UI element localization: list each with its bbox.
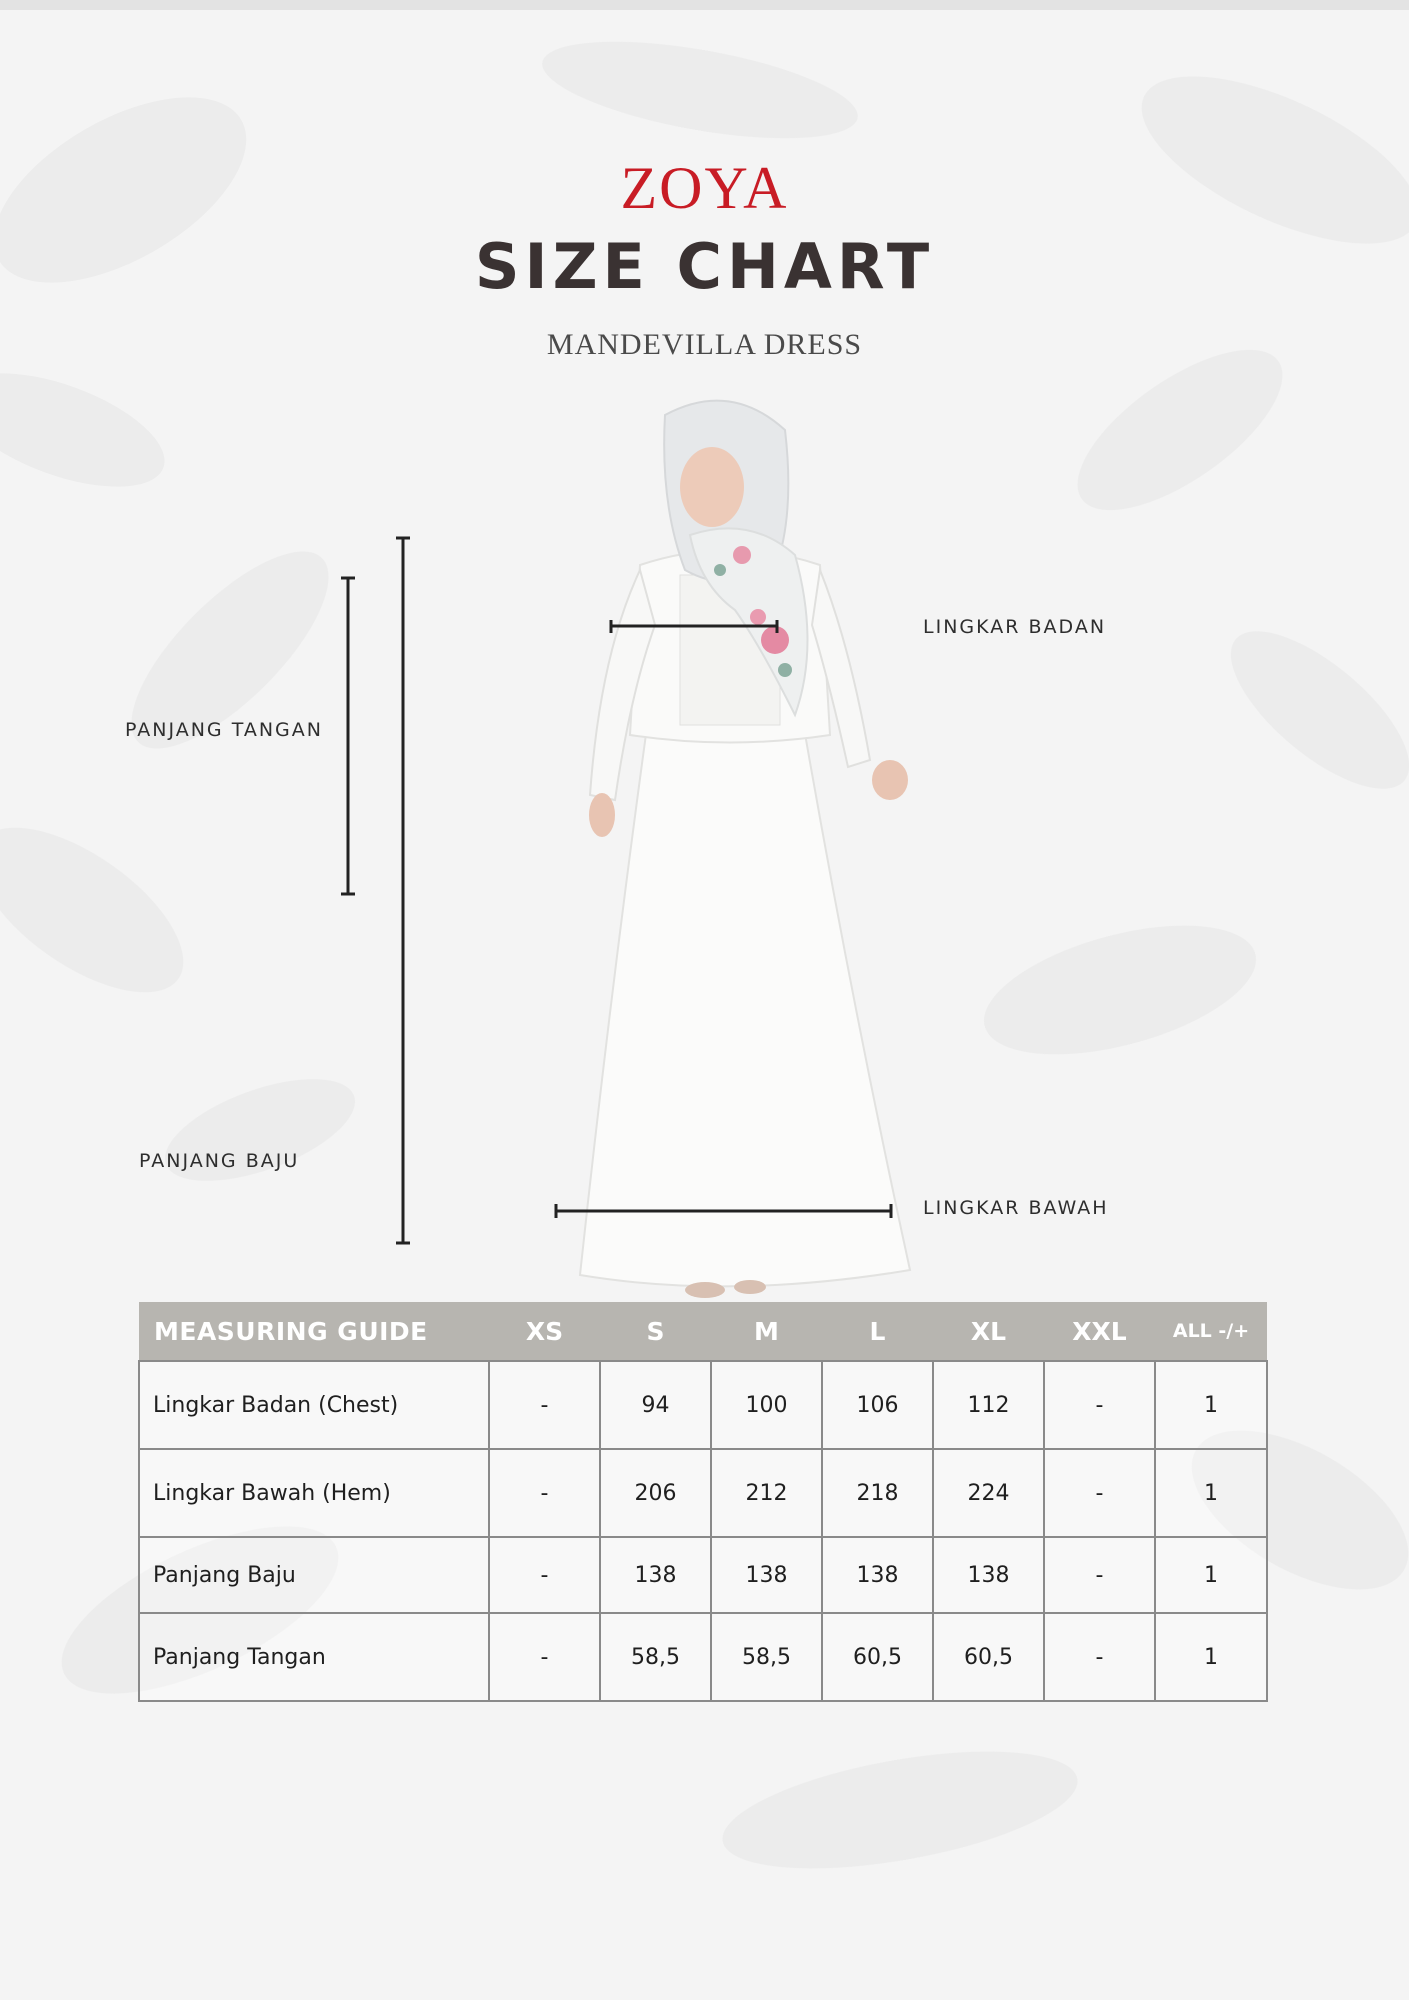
cell-value: 60,5 (933, 1613, 1044, 1701)
cell-value: - (489, 1449, 600, 1537)
cell-value: 94 (600, 1361, 711, 1449)
cell-value: 58,5 (711, 1613, 822, 1701)
page-title: SIZE CHART (474, 230, 935, 303)
table-row (139, 1449, 1267, 1537)
header-measuring-guide: MEASURING GUIDE (139, 1302, 489, 1361)
cell-value: 58,5 (600, 1613, 711, 1701)
cell-value: 138 (822, 1537, 933, 1613)
cell-value: 1 (1155, 1537, 1267, 1613)
row-label: Panjang Tangan (139, 1613, 489, 1701)
cell-value: 138 (933, 1537, 1044, 1613)
cell-value: 60,5 (822, 1613, 933, 1701)
cell-value: - (489, 1537, 600, 1613)
cell-value: 138 (600, 1537, 711, 1613)
label-panjang-tangan: PANJANG TANGAN (125, 719, 323, 741)
cell-value: 1 (1155, 1613, 1267, 1701)
cell-value: - (1044, 1361, 1155, 1449)
label-panjang-baju: PANJANG BAJU (139, 1150, 300, 1172)
cell-value: - (1044, 1613, 1155, 1701)
cell-value: 1 (1155, 1361, 1267, 1449)
cell-value: - (1044, 1449, 1155, 1537)
table-header-row (139, 1302, 1267, 1361)
cell-value: 212 (711, 1449, 822, 1537)
cell-value: 1 (1155, 1449, 1267, 1537)
cell-value: 138 (711, 1537, 822, 1613)
row-label: Lingkar Badan (Chest) (139, 1361, 489, 1449)
header-size-xl: XL (933, 1302, 1044, 1361)
cell-value: - (489, 1613, 600, 1701)
cell-value: 106 (822, 1361, 933, 1449)
size-table (138, 1302, 1268, 1702)
header-size-s: S (600, 1302, 711, 1361)
table-row (139, 1613, 1267, 1701)
cell-value: 112 (933, 1361, 1044, 1449)
header-size-xxl: XXL (1044, 1302, 1155, 1361)
label-lingkar-bawah: LINGKAR BAWAH (923, 1197, 1109, 1219)
cell-value: 224 (933, 1449, 1044, 1537)
cell-value: 206 (600, 1449, 711, 1537)
row-label: Panjang Baju (139, 1537, 489, 1613)
cell-value: - (489, 1361, 600, 1449)
cell-value: 218 (822, 1449, 933, 1537)
header-size-l: L (822, 1302, 933, 1361)
cell-value: 100 (711, 1361, 822, 1449)
header-size-xs: XS (489, 1302, 600, 1361)
header-tolerance: ALL -/+ (1155, 1302, 1267, 1361)
product-name: MANDEVILLA DRESS (546, 328, 863, 361)
table-row (139, 1537, 1267, 1613)
cell-value: - (1044, 1537, 1155, 1613)
header-size-m: M (711, 1302, 822, 1361)
table-row (139, 1361, 1267, 1449)
label-lingkar-badan: LINGKAR BADAN (923, 616, 1107, 638)
brand-logo: ZOYA (620, 155, 789, 221)
row-label: Lingkar Bawah (Hem) (139, 1449, 489, 1537)
